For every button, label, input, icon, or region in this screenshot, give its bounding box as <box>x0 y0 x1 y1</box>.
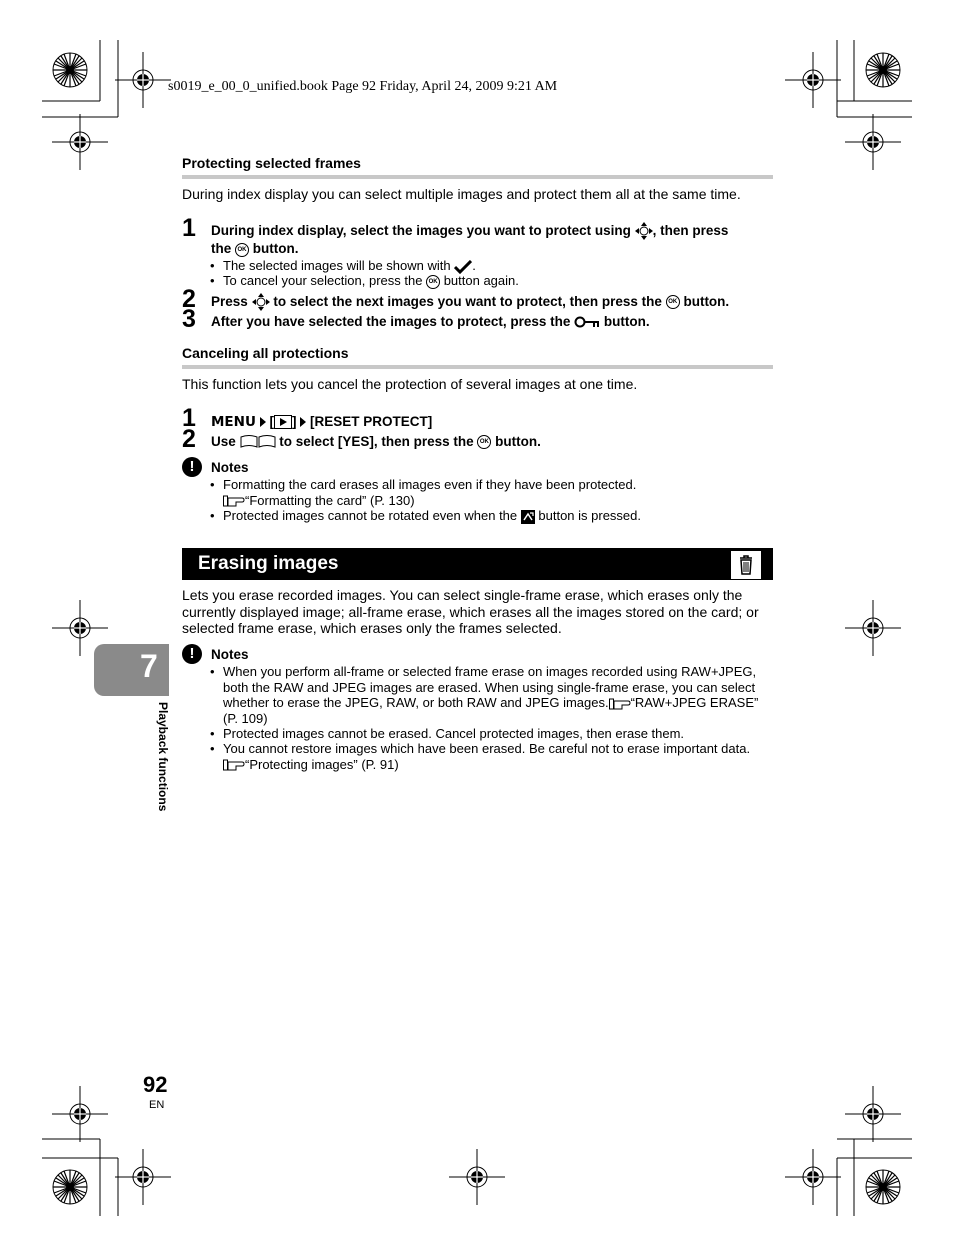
erase-intro: Lets you erase recorded images. You can select single-frame erase, which erases only the currently displayed image; all-frame erase, which erases all the images stored on the card; or selected frame erase, which erases only the frames selected. <box>182 587 759 636</box>
protect-key-icon <box>574 316 600 328</box>
menu-label: MENU <box>211 414 256 430</box>
step-number: 2 <box>182 285 196 313</box>
notes-heading: Notes <box>211 460 249 475</box>
right-arrow-icon <box>300 417 306 427</box>
protect-section-title <box>182 155 773 171</box>
step-number: 2 <box>182 425 196 453</box>
step-number: 1 <box>182 404 196 432</box>
language-code: EN <box>149 1099 165 1111</box>
page-number: 92 <box>143 1072 168 1097</box>
cancel-section-title-text: Canceling all protections <box>182 345 349 361</box>
trash-icon <box>731 551 761 579</box>
file-info-header: s0019_e_00_0_unified.book Page 92 Friday, April 24, 2009 9:21 AM <box>168 79 558 94</box>
list-item: • Formatting the card erases all images even if they have been protected. “Formatting the card” (P. 130) <box>210 477 637 508</box>
cancel-step-2: Use to select [YES], then press the OK button. <box>211 434 541 449</box>
arrow-pad-icon <box>252 293 270 311</box>
checkmark-icon <box>454 260 472 274</box>
protect-step-1: During index display, select the images you want to protect using , then press the OK button. <box>211 223 729 257</box>
chapter-label: Playback functions <box>156 702 170 812</box>
step-number: 1 <box>182 214 196 242</box>
reference-hand-icon <box>223 495 245 507</box>
list-item: • The selected images will be shown with . <box>210 258 476 273</box>
cancel-step-1: MENU [ ] [RESET PROTECT] <box>211 414 433 430</box>
caution-icon: ! <box>182 457 202 477</box>
protect-section-title-text: Protecting selected frames <box>182 155 361 171</box>
right-arrow-icon <box>260 417 266 427</box>
caution-icon: ! <box>182 644 202 664</box>
ok-button-icon: OK <box>426 275 440 289</box>
step-number: 3 <box>182 305 196 333</box>
protect-step-2: Press to select the next images you want to protect, then press the OK button. <box>211 293 776 311</box>
list-item: • When you perform all-frame or selected frame erase on images recorded using RAW+JPEG, both the RAW and JPEG images are erased. When using single-frame erase, you can select whether to erase the JPEG, RAW, or both RAW and JPEG images. “RAW+JPEG ERASE” (P. 109) <box>210 664 759 726</box>
section-divider <box>182 175 773 179</box>
reference-hand-icon <box>223 759 245 771</box>
cancel-intro: This function lets you cancel the protection of several images at one time. <box>182 376 638 392</box>
protect-step-3: After you have selected the images to protect, press the button. <box>211 314 650 329</box>
chapter-number: 7 <box>140 648 158 684</box>
iso-up-down-icon <box>240 435 276 449</box>
ok-button-icon: OK <box>477 435 491 449</box>
erase-section-title: Erasing images <box>198 553 339 574</box>
erase-button-box <box>731 551 761 579</box>
list-item: • To cancel your selection, press the OK button again. <box>210 273 519 288</box>
playback-icon <box>274 415 292 429</box>
list-item: • You cannot restore images which have been erased. Be careful not to erase important data. “Protecting images” (P. 91) <box>210 741 751 772</box>
protect-intro: During index display you can select multiple images and protect them all at the same time. <box>182 186 741 202</box>
list-item: • Protected images cannot be rotated even when the button is pressed. <box>210 508 642 523</box>
rotate-button-icon <box>521 510 535 524</box>
notes-heading: Notes <box>211 647 249 662</box>
list-item: • Protected images cannot be erased. Cancel protected images, then erase them. <box>210 726 685 741</box>
arrow-pad-icon <box>635 222 653 240</box>
cancel-section-title <box>182 345 773 361</box>
ok-button-icon: OK <box>235 243 249 257</box>
ok-button-icon: OK <box>666 295 680 309</box>
reference-hand-icon <box>609 698 631 710</box>
section-divider <box>182 365 773 369</box>
